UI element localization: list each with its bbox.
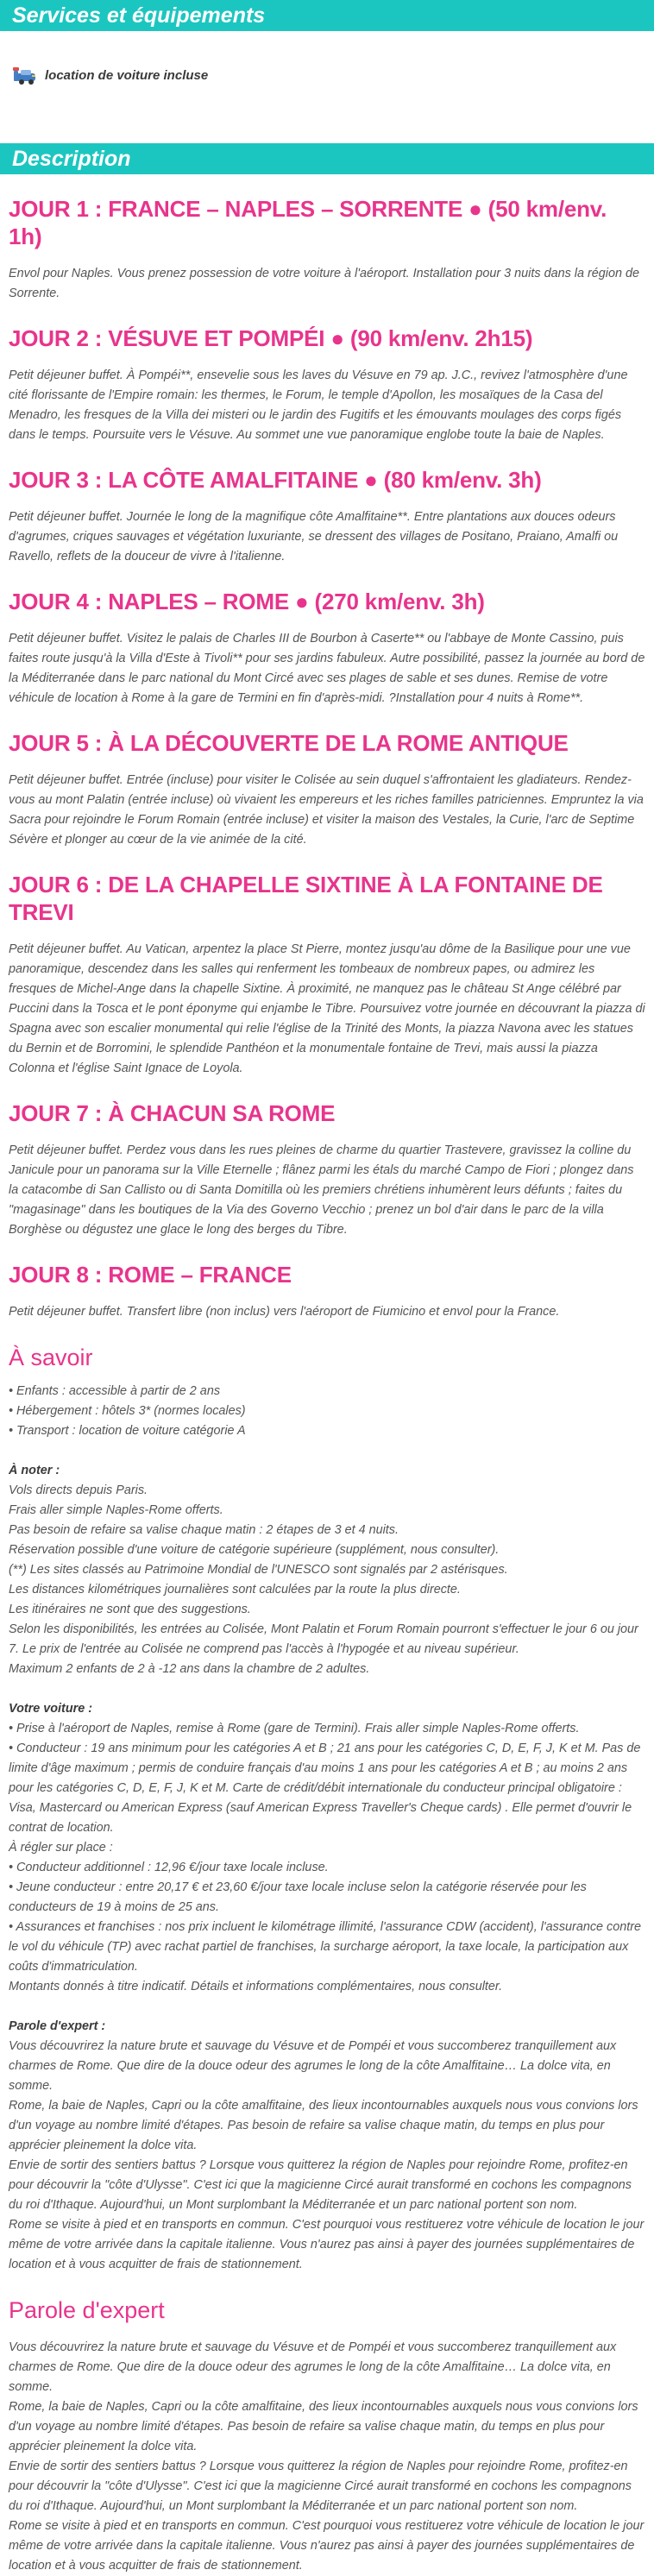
list-item: Vous découvrirez la nature brute et sauvage du Vésuve et de Pompéi et vous succomberez tranquillement aux charmes de Rome. Que dire de la douce odeur des agrumes le long de la côte Amalfitaine… La dolce vita, en somme. [9, 2340, 617, 2394]
car-rental-icon [12, 62, 38, 88]
list-item: Les distances kilométriques journalières sont calculées par la route la plus directe. [9, 1583, 461, 1597]
list-item: Pas besoin de refaire sa valise chaque matin : 2 étapes de 3 et 4 nuits. [9, 1523, 399, 1537]
day-text: Petit déjeuner buffet. Entrée (incluse) pour visiter le Colisée au sein duquel s'affrontaient les gladiateurs. Rendez-vous au mont Palatin (entrée incluse) où vivaient les empereurs et les riches familles patriciennes. Empruntez la via Sacra pour rejoindre le Forum Romain (entrée incluse) et visiter la maison des Vestales, la Curie, l'arc de Septime Sévère et plonger au cœur de la vie animée de la cité. [9, 773, 644, 847]
services-title: Services et équipements [12, 3, 266, 28]
list-item: • Transport : location de voiture catégorie A [9, 1424, 246, 1438]
day-title: JOUR 6 : DE LA CHAPELLE SIXTINE À LA FONTAINE DE TREVI [9, 872, 603, 925]
description-header [0, 143, 654, 174]
list-item: Réservation possible d'une voiture de catégorie supérieure (supplément, nous consulter). [9, 1543, 500, 1557]
list-item: À régler sur place : [9, 1841, 113, 1855]
day-text: Envol pour Naples. Vous prenez possession de votre voiture à l'aéroport. Installation pour 3 nuits dans la région de Sorrente. [9, 267, 639, 300]
a-savoir-list [9, 1382, 645, 1441]
a-noter-title: À noter : [9, 1464, 60, 1477]
parole-expert-subtitle: Parole d'expert : [9, 2019, 106, 2033]
parole-expert-list [9, 2338, 645, 2576]
service-label: location de voiture incluse [45, 67, 209, 83]
day-text: Petit déjeuner buffet. Journée le long de la magnifique côte Amalfitaine**. Entre plantations aux douces odeurs d'agrumes, criques sauvages et végétation luxuriante, se dressent des villages de Positano, Praiano, Amalfi ou Ravello, reflets de la douceur de vivre à l'italienne. [9, 510, 619, 564]
day-text: Petit déjeuner buffet. Transfert libre (non inclus) vers l'aéroport de Fiumicino et envol pour la France. [9, 1305, 560, 1319]
a-noter-list [9, 1481, 645, 1679]
list-item: Rome, la baie de Naples, Capri ou la côte amalfitaine, des lieux incontournables auxquels nous vous convions lors d'un voyage au nombre limité d'étapes. Pas besoin de refaire sa valise chaque matin, du temps en plus pour apprécier pleinement la dolce vita. [9, 2099, 638, 2152]
itinerary [0, 174, 654, 2576]
list-item: • Conducteur additionnel : 12,96 €/jour taxe locale incluse. [9, 1861, 329, 1874]
day-title: JOUR 4 : NAPLES – ROME ● (270 km/env. 3h) [9, 589, 485, 614]
day-title: JOUR 7 : À CHACUN SA ROME [9, 1100, 336, 1126]
service-item [0, 31, 654, 102]
day-title: JOUR 8 : ROME – FRANCE [9, 1262, 292, 1288]
day-title: JOUR 5 : À LA DÉCOUVERTE DE LA ROME ANTIQUE [9, 730, 569, 756]
list-item: Les itinéraires ne sont que des suggestions. [9, 1603, 251, 1616]
list-item: • Jeune conducteur : entre 20,17 € et 23,60 €/jour taxe locale incluse selon la catégorie réservée pour les conducteurs de 19 à moins de 25 ans. [9, 1880, 587, 1914]
services-header [0, 0, 654, 31]
day-text: Petit déjeuner buffet. Au Vatican, arpentez la place St Pierre, montez jusqu'au dôme de la Basilique pour une vue panoramique, descendez dans les salles qui renferment les tombeaux de nombreux papes, ou admirez les fresques de Michel-Ange dans la chapelle Sixtine. À proximité, ne manquez pas le château St Ange célébré par Puccini dans la Tosca et le pont éponyme qui enjambe le Tibre. Poursuivez votre journée en découvrant la piazza di Spagna avec son escalier monumental qui relie l'église de la Trinité des Monts, la piazza Navona avec les statues du Bernin et de Borromini, le splendide Panthéon et la monumentale fontaine de Trevi, mais aussi la piazza Colonna et l'église Saint Ignace de Loyola. [9, 942, 645, 1075]
day-text: Petit déjeuner buffet. Visitez le palais de Charles III de Bourbon à Caserte** ou l'abbaye de Monte Cassino, puis faites route jusqu'à la Villa d'Este à Tivoli** pour ses jardins fabuleux. Autre possibilité, passez la journée au bord de la Méditerranée dans le parc national du Mont Circé avec ses plages de sable et ses dunes. Remise de votre véhicule de location à Rome à la gare de Termini en fin d'après-midi. ?Installation pour 4 nuits à Rome**. [9, 632, 645, 705]
parole-expert-sub-list [9, 2037, 645, 2275]
votre-voiture-title: Votre voiture : [9, 1702, 93, 1716]
description-title: Description [12, 147, 131, 171]
list-item: Envie de sortir des sentiers battus ? Lorsque vous quitterez la région de Naples pour rejoindre Rome, profitez-en pour découvrir la "côte d'Ulysse". C'est ici que la magicienne Circé aurait transformé en cochons les compagnons du roi d'Ithaque. Aujourd'hui, un Mont surplombant la Méditerranée et un parc national portent son nom. [9, 2158, 632, 2212]
day-text: Petit déjeuner buffet. À Pompéi**, ensevelie sous les laves du Vésuve en 79 ap. J.C., revivez l'atmosphère d'une cité florissante de l'Empire romain: les thermes, le Forum, le temple d'Apollon, les mosaïques de la Casa del Menadro, les fresques de la Villa dei misteri ou le jardin des Fugitifs et les émouvants moulages des corps figés dans le temps. Poursuite vers le Vésuve. Au sommet une vue panoramique englobe toute la baie de Naples. [9, 368, 628, 442]
list-item: • Assurances et franchises : nos prix incluent le kilométrage illimité, l'assurance CDW (accident), l'assurance contre le vol du véhicule (TP) avec rachat partiel de franchises, la surcharge aéroport, la taxe locale, la participation aux coûts d'immatriculation. [9, 1920, 642, 1974]
list-item: (**) Les sites classés au Patrimoine Mondial de l'UNESCO sont signalés par 2 astérisques. [9, 1563, 508, 1577]
list-item: • Prise à l'aéroport de Naples, remise à Rome (gare de Termini). Frais aller simple Naples-Rome offerts. [9, 1722, 580, 1735]
day-text: Petit déjeuner buffet. Perdez vous dans les rues pleines de charme du quartier Trastevere, gravissez la colline du Janicule pour un panorama sur la Ville Eternelle ; flânez parmi les étals du marché Campo de Fiori ; plongez dans la catacombe di San Callisto ou di Santa Domitilla où les premiers chrétiens inhumèrent leurs défunts ; faites du "magasinage" dans les boutiques de la Via des Governo Vecchio ; prenez un bol d'air dans le parc de la villa Borghèse ou dégustez une glace le long des berges du Tibre. [9, 1143, 634, 1237]
list-item: Rome se visite à pied et en transports en commun. C'est pourquoi vous restituerez votre véhicule de location le jour même de votre arrivée dans la capitale italienne. Vous n'aurez pas ainsi à payer des journées supplémentaires de location et à vous acquitter de frais de stationnement. [9, 2218, 645, 2271]
list-item: Rome, la baie de Naples, Capri ou la côte amalfitaine, des lieux incontournables auxquels nous vous convions lors d'un voyage au nombre limité d'étapes. Pas besoin de refaire sa valise chaque matin, du temps en plus pour apprécier pleinement la dolce vita. [9, 2400, 638, 2453]
list-item: Selon les disponibilités, les entrées au Colisée, Mont Palatin et Forum Romain pourront s'effectuer le jour 6 ou jour 7. Le prix de l'entrée au Colisée ne comprend pas l'accès à l'hypogée et au niveau supérieur. [9, 1622, 638, 1656]
list-item: Montants donnés à titre indicatif. Détails et informations complémentaires, nous consulter. [9, 1980, 503, 1993]
day-title: JOUR 3 : LA CÔTE AMALFITAINE ● (80 km/env. 3h) [9, 467, 542, 493]
day-title: JOUR 2 : VÉSUVE ET POMPÉI ● (90 km/env. 2h15) [9, 325, 533, 351]
list-item: • Enfants : accessible à partir de 2 ans [9, 1384, 221, 1398]
list-item: • Conducteur : 19 ans minimum pour les catégories A et B ; 21 ans pour les catégories C, D, E, F, J, K et M. Pas de limite d'âge maximum ; permis de conduire français d'au moins 1 ans pour les catégories A et B ; au moins 2 ans pour les catégories C, D, E, F, J, K et M. Carte de crédit/débit internationale du conducteur principal obligatoire : Visa, Mastercard ou American Express (sauf American Express Traveller's Cheque cards) . Elle permet d'ouvrir le contrat de location. [9, 1741, 641, 1835]
votre-voiture-list [9, 1719, 645, 1997]
list-item: Vols directs depuis Paris. [9, 1483, 148, 1497]
a-savoir-title: À savoir [9, 1345, 93, 1370]
list-item: Frais aller simple Naples-Rome offerts. [9, 1503, 223, 1517]
parole-expert-title: Parole d'expert [9, 2297, 165, 2323]
list-item: Maximum 2 enfants de 2 à -12 ans dans la chambre de 2 adultes. [9, 1662, 370, 1676]
list-item: Rome se visite à pied et en transports en commun. C'est pourquoi vous restituerez votre véhicule de location le jour même de votre arrivée dans la capitale italienne. Vous n'aurez pas ainsi à payer des journées supplémentaires de location et à vous acquitter de frais de stationnement. [9, 2519, 645, 2573]
list-item: Envie de sortir des sentiers battus ? Lorsque vous quitterez la région de Naples pour rejoindre Rome, profitez-en pour découvrir la "côte d'Ulysse". C'est ici que la magicienne Circé aurait transformé en cochons les compagnons du roi d'Ithaque. Aujourd'hui, un Mont surplombant la Méditerranée et un parc national portent son nom. [9, 2459, 632, 2513]
day-title: JOUR 1 : FRANCE – NAPLES – SORRENTE ● (50 km/env. 1h) [9, 196, 607, 249]
list-item: • Hébergement : hôtels 3* (normes locales) [9, 1404, 246, 1418]
list-item: Vous découvrirez la nature brute et sauvage du Vésuve et de Pompéi et vous succomberez tranquillement aux charmes de Rome. Que dire de la douce odeur des agrumes le long de la côte Amalfitaine… La dolce vita, en somme. [9, 2039, 617, 2093]
